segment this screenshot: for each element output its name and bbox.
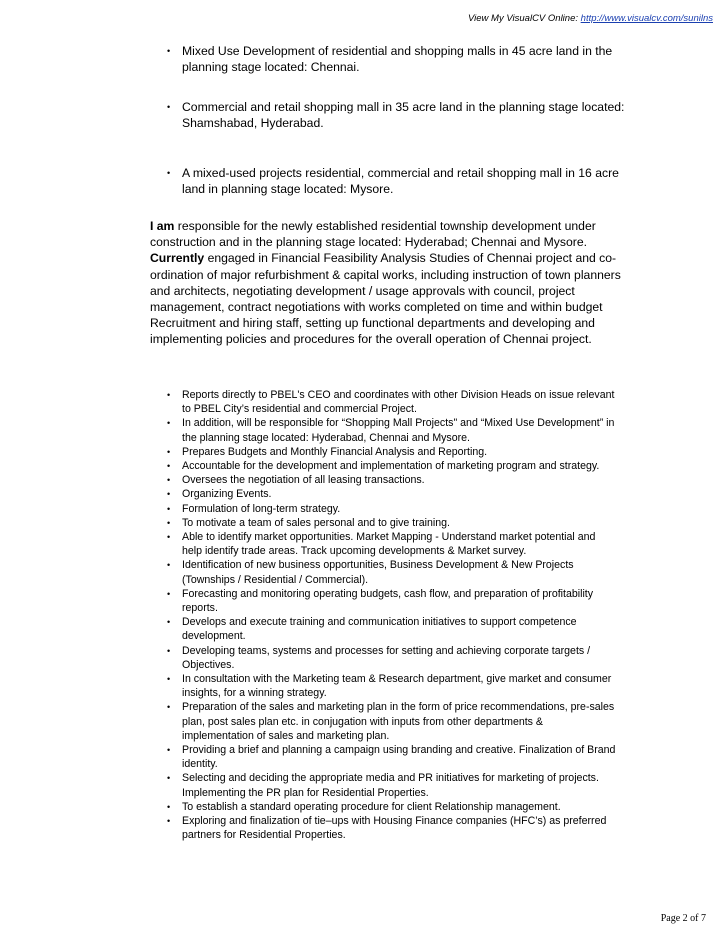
list-item: • Develops and execute training and communication initiatives to support competence development. xyxy=(167,615,617,643)
role-paragraph xyxy=(150,218,630,348)
list-item: • In consultation with the Marketing team & Research department, give market and consumer insights, for a winning strategy. xyxy=(167,672,617,700)
list-item: • In addition, will be responsible for “Shopping Mall Projects" and “Mixed Use Development” in the planning stage located: Hyderabad, Chennai and Mysore. xyxy=(167,416,617,444)
project-item: • Commercial and retail shopping mall in 35 acre land in the planning stage located: Shamshabad, Hyderabad. xyxy=(167,99,637,131)
responsibilities-list xyxy=(167,388,617,843)
page-number: Page 2 of 7 xyxy=(660,913,706,924)
currently-bold-text: Currently xyxy=(150,251,205,266)
visualcv-header xyxy=(468,13,713,24)
paragraph-text: responsible for the newly established residential township development under construction and in the planning stage located: Hyderabad; Chennai and Mysore. xyxy=(150,219,596,250)
visualcv-link[interactable]: http://www.visualcv.com/sunilns xyxy=(580,13,713,24)
list-item: • Forecasting and monitoring operating budgets, cash flow, and preparation of profitability reports. xyxy=(167,587,617,615)
header-label: View My VisualCV Online: xyxy=(468,13,579,24)
list-item: • Prepares Budgets and Monthly Financial Analysis and Reporting. xyxy=(167,445,617,459)
list-item: • Identification of new business opportunities, Business Development & New Projects (Townships / Residential / Commercial). xyxy=(167,558,617,586)
list-item: • Oversees the negotiation of all leasing transactions. xyxy=(167,473,617,487)
project-item: • A mixed-used projects residential, commercial and retail shopping mall in 16 acre land in planning stage located: Mysore. xyxy=(167,165,637,197)
list-item: • Formulation of long-term strategy. xyxy=(167,502,617,516)
list-item: • Selecting and deciding the appropriate media and PR initiatives for marketing of projects. Implementing the PR plan for Residential Properties. xyxy=(167,771,617,799)
list-item: • Preparation of the sales and marketing plan in the form of price recommendations, pre-sales plan, post sales plan etc. in conjugation with inputs from other departments & implementation of sales and marketing plan. xyxy=(167,700,617,743)
list-item: • Reports directly to PBEL's CEO and coordinates with other Division Heads on issue relevant to PBEL City’s residential and commercial Project. xyxy=(167,388,617,416)
list-item: • Providing a brief and planning a campaign using branding and creative. Finalization of Brand identity. xyxy=(167,743,617,771)
project-item: • Mixed Use Development of residential and shopping malls in 45 acre land in the planning stage located: Chennai. xyxy=(167,43,637,75)
list-item: • Developing teams, systems and processes for setting and achieving corporate targets / Objectives. xyxy=(167,644,617,672)
project-list xyxy=(167,43,637,197)
list-item: • To motivate a team of sales personal and to give training. xyxy=(167,516,617,530)
list-item: • Organizing Events. xyxy=(167,487,617,501)
list-item: • Exploring and finalization of tie–ups with Housing Finance companies (HFC’s) as preferred partners for Residential Properties. xyxy=(167,814,617,842)
paragraph-text: engaged in Financial Feasibility Analysis Studies of Chennai project and co-ordination of major refurbishment & capital works, including instruction of town planners and architects, negotiating development / usage approvals with council, project management, contract negotiations with works completed on time and within budget Recruitment and hiring staff, setting up functional departments and developing and implementing policies and procedures for the overall operation of Chennai project. xyxy=(150,251,621,347)
lead-bold-text: I am xyxy=(150,219,175,233)
list-item: • To establish a standard operating procedure for client Relationship management. xyxy=(167,800,617,814)
list-item: • Able to identify market opportunities. Market Mapping - Understand market potential and help identify trade areas. Track upcoming developments & Market survey. xyxy=(167,530,617,558)
list-item: • Accountable for the development and implementation of marketing program and strategy. xyxy=(167,459,617,473)
